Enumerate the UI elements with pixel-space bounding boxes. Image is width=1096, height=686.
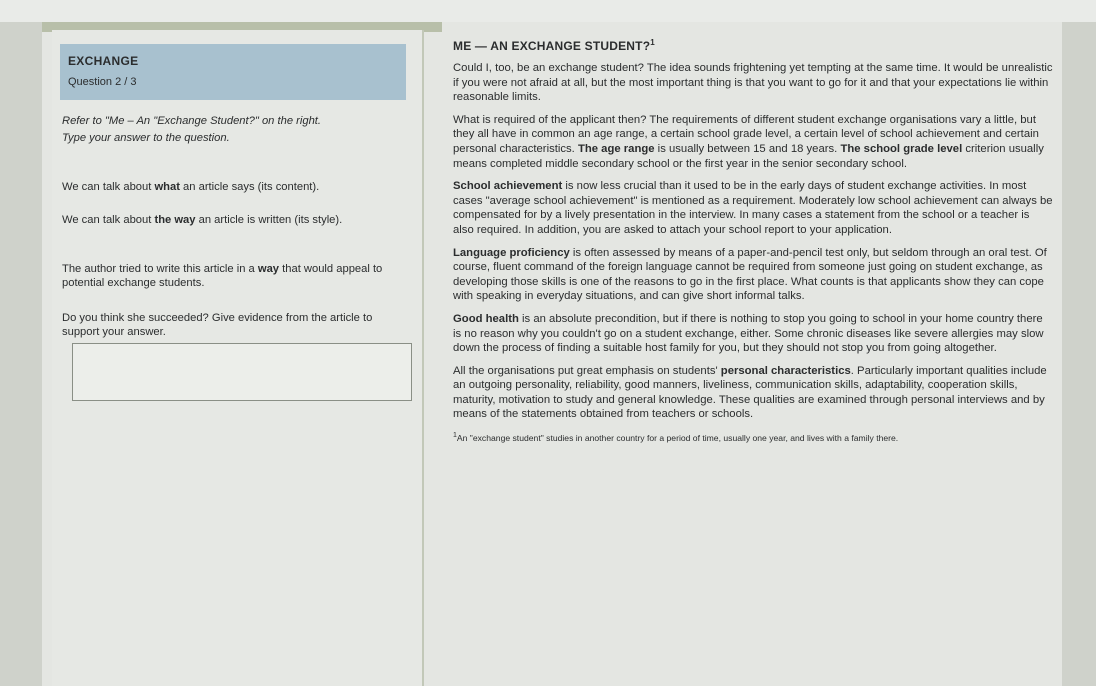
article-paragraph: All the organisations put great emphasis on students' personal characteristics. Particularly important qualities include an outgoing personality, reliability, good manners, liveliness, communication skills, adaptability, cooperation skills, maturity, motivation to study and general knowledge. These qualities are examined through personal interviews and by means of the statements obtained from teachers or schools. xyxy=(453,364,1047,421)
section-title: EXCHANGE xyxy=(68,54,139,68)
article-footnote: $^1$An "exchange student" studies in another country for a period of time, usually one year, and lives with a family there. xyxy=(453,432,899,443)
style-note: We can talk about the way an article is written (its style). xyxy=(62,214,343,226)
question-counter: Question 2 / 3 xyxy=(68,76,137,88)
footnote-marker: 1 xyxy=(650,38,655,47)
article-paragraph: Could I, too, be an exchange student? The idea sounds frightening yet tempting at the same time. It would be unrealistic if you were not afraid at all, but the most important thing is that you want to go for it and that your expectations lie within reasonable limits. xyxy=(453,62,1053,104)
content-note: We can talk about what an article says (its content). xyxy=(62,181,320,193)
article-paragraph: Language proficiency is often assessed by means of a paper-and-pencil test only, but seldom through an oral test. Of course, fluent command of the foreign language cannot be required from someone just going on student exchange, as developing those skills is one of the reasons to go in the first place. What counts is that applicants show they can cope with speaking in everyday situations, and can give short informal talks. xyxy=(453,246,1047,303)
article xyxy=(453,38,1053,444)
question-header xyxy=(60,44,406,100)
article-title: ME — AN EXCHANGE STUDENT?$^1$ xyxy=(453,38,655,53)
author-note: The author tried to write this article in a way that would appeal to potential exchange students. xyxy=(62,263,383,289)
photo-background xyxy=(0,0,1096,22)
type-instruction: Type your answer to the question. xyxy=(62,132,230,144)
article-paragraph: What is required of the applicant then? The requirements of different student exchange organisations vary a little, but they all have in common an age range, a certain school grade level, a certain level of school achievement and certain personal characteristics. The age range is usually between 15 and 18 years. The school grade level criterion usually means completed middle secondary school or the first year in the senior secondary school. xyxy=(453,113,1044,170)
question-text: Do you think she succeeded? Give evidence from the article to support your answer. xyxy=(62,312,373,338)
answer-input[interactable] xyxy=(72,343,412,401)
article-paragraph: Good health is an absolute precondition, but if there is nothing to stop you going to school in your home country there is no reason why you couldn't go on a student exchange, either. Some chronic diseases like severe allergies may slow down the process of finding a suitable host family for you, but they should not stop you from going altogether. xyxy=(453,312,1044,355)
article-paragraph: School achievement is now less crucial than it used to be in the early days of student exchange activities. In most cases "average school achievement" is mentioned as a requirement. Moderately low school achievement can always be compensated for by a lively presentation in the interview. In many cases a statement from the school or a teacher is also required. In addition, you are asked to attach your school report to your application. xyxy=(453,180,1053,236)
refer-instruction: Refer to "Me – An "Exchange Student?" on the right. xyxy=(62,115,322,127)
